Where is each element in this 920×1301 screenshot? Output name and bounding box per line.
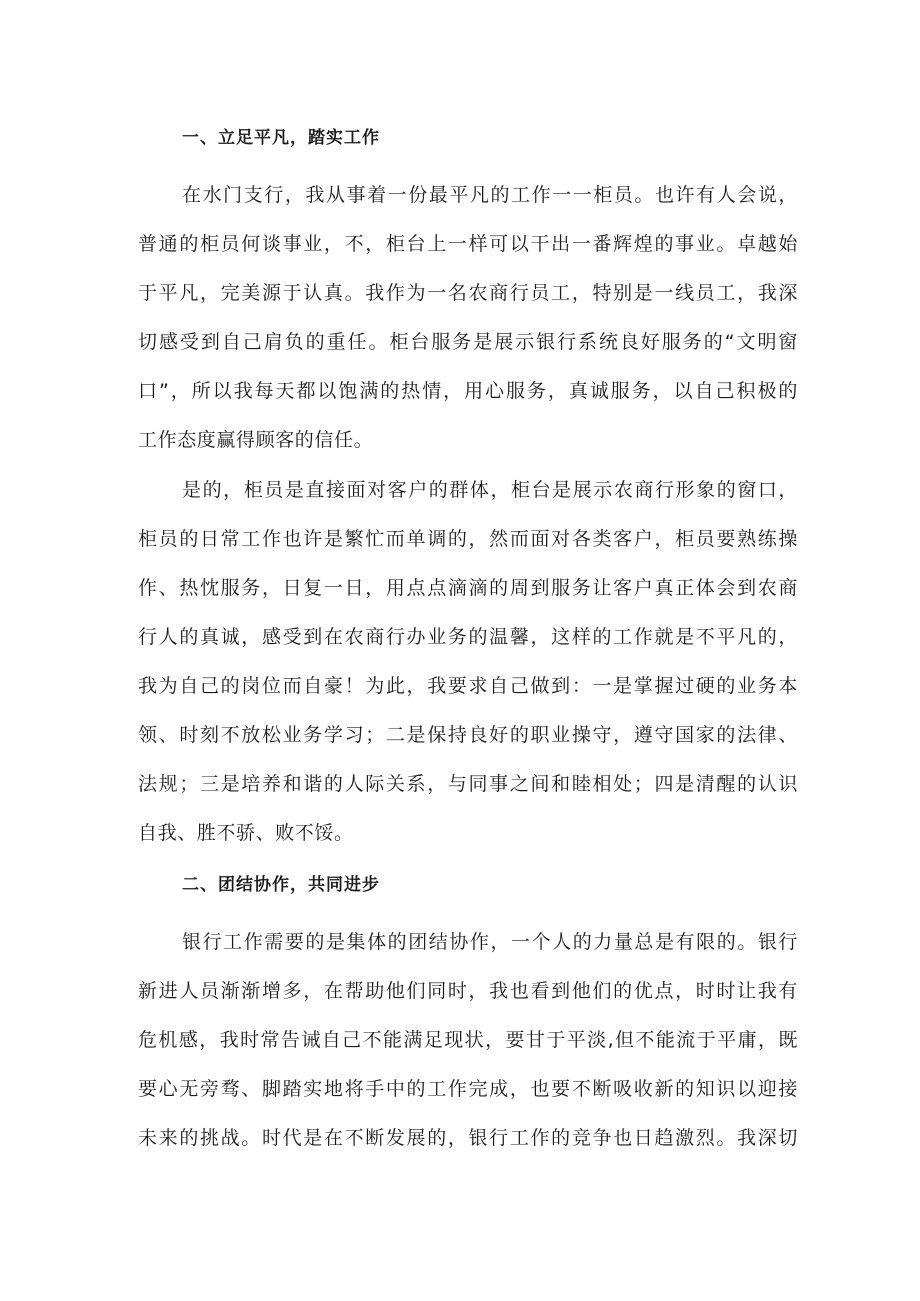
paragraph-line: 作、热忱服务，日复一日，用点点滴滴的周到服务让客户真正体会到农商 (138, 577, 798, 599)
paragraph-line: 我为自己的岗位而自豪！为此，我要求自己做到：一是掌握过硬的业务本 (138, 675, 798, 697)
paragraph-line: 切感受到自己肩负的重任。柜台服务是展示银行系统良好服务的“文明窗 (138, 331, 798, 353)
paragraph-line: 于平凡，完美源于认真。我作为一名农商行员工，特别是一线员工，我深 (138, 282, 798, 304)
paragraph-line: 柜员的日常工作也许是繁忙而单调的，然而面对各类客户，柜员要熟练操 (138, 528, 798, 550)
paragraph-line: 银行工作需要的是集体的团结协作，一个人的力量总是有限的。银行 (182, 931, 798, 953)
paragraph-line: 未来的挑战。时代是在不断发展的，银行工作的竞争也日趋激烈。我深切 (138, 1127, 798, 1149)
paragraph-line: 工作态度赢得顾客的信任。 (138, 429, 374, 451)
section-heading-2: 二、团结协作，共同进步 (182, 875, 380, 895)
paragraph-line: 危机感，我时常告诫自己不能满足现状，要甘于平淡,但不能流于平庸，既 (138, 1029, 798, 1051)
paragraph-line: 领、时刻不放松业务学习；二是保持良好的职业操守，遵守国家的法律、 (138, 724, 798, 746)
paragraph-line: 新进人员渐渐增多，在帮助他们同时，我也看到他们的优点，时时让我有 (138, 980, 798, 1002)
paragraph-line: 法规；三是培养和谐的人际关系，与同事之间和睦相处；四是清醒的认识 (138, 773, 798, 795)
paragraph-line: 自我、胜不骄、败不馁。 (138, 822, 354, 844)
paragraph-line: 是的，柜员是直接面对客户的群体，柜台是展示农商行形象的窗口， (182, 479, 798, 501)
paragraph-line: 口”，所以我每天都以饱满的热情，用心服务，真诚服务，以自己积极的 (138, 380, 798, 402)
paragraph-line: 在水门支行，我从事着一份最平凡的工作一一柜员。也许有人会说， (182, 184, 798, 206)
paragraph-line: 行人的真诚，感受到在农商行办业务的温馨，这样的工作就是不平凡的， (138, 626, 798, 648)
section-heading-1: 一、立足平凡，踏实工作 (182, 128, 380, 148)
paragraph-line: 要心无旁骛、脚踏实地将手中的工作完成，也要不断吸收新的知识以迎接 (138, 1078, 798, 1100)
paragraph-line: 普通的柜员何谈事业，不，柜台上一样可以干出一番辉煌的事业。卓越始 (138, 233, 798, 255)
